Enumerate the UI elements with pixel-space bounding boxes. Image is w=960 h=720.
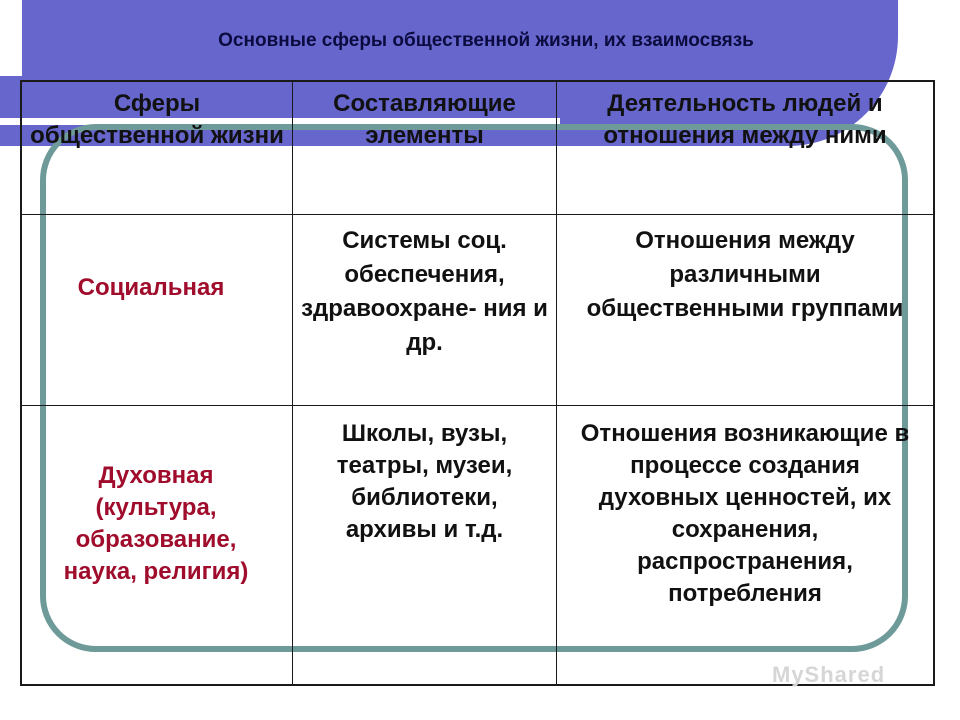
- sphere-spiritual: Духовная (культура, образование, наука, религия): [63, 462, 249, 585]
- header-elements: Составляющие элементы: [333, 90, 516, 149]
- header-spheres: Сферы общественной жизни: [30, 90, 284, 149]
- slide-title: Основные сферы общественной жизни, их взаимосвязь: [218, 30, 754, 51]
- header-relations: Деятельность людей и отношения между ними: [603, 90, 887, 149]
- elements-spiritual: Школы, вузы, театры, музеи, библиотеки, архивы и т.д.: [336, 420, 513, 543]
- sphere-social: Социальная: [77, 274, 225, 301]
- table-border-right: [933, 80, 935, 686]
- table-border-top: [20, 80, 935, 82]
- relations-social: Отношения между различными общественными группами: [586, 227, 904, 323]
- elements-social: Системы соц. обеспечения, здравоохране- ния и др.: [301, 227, 548, 357]
- table-row-divider: [20, 405, 935, 406]
- relations-spiritual: Отношения возникающие в процессе создания духовных ценностей, их сохранения, распространения, потребления: [580, 420, 910, 607]
- watermark-logo: MyShared: [772, 662, 886, 687]
- table-row-divider: [20, 214, 935, 215]
